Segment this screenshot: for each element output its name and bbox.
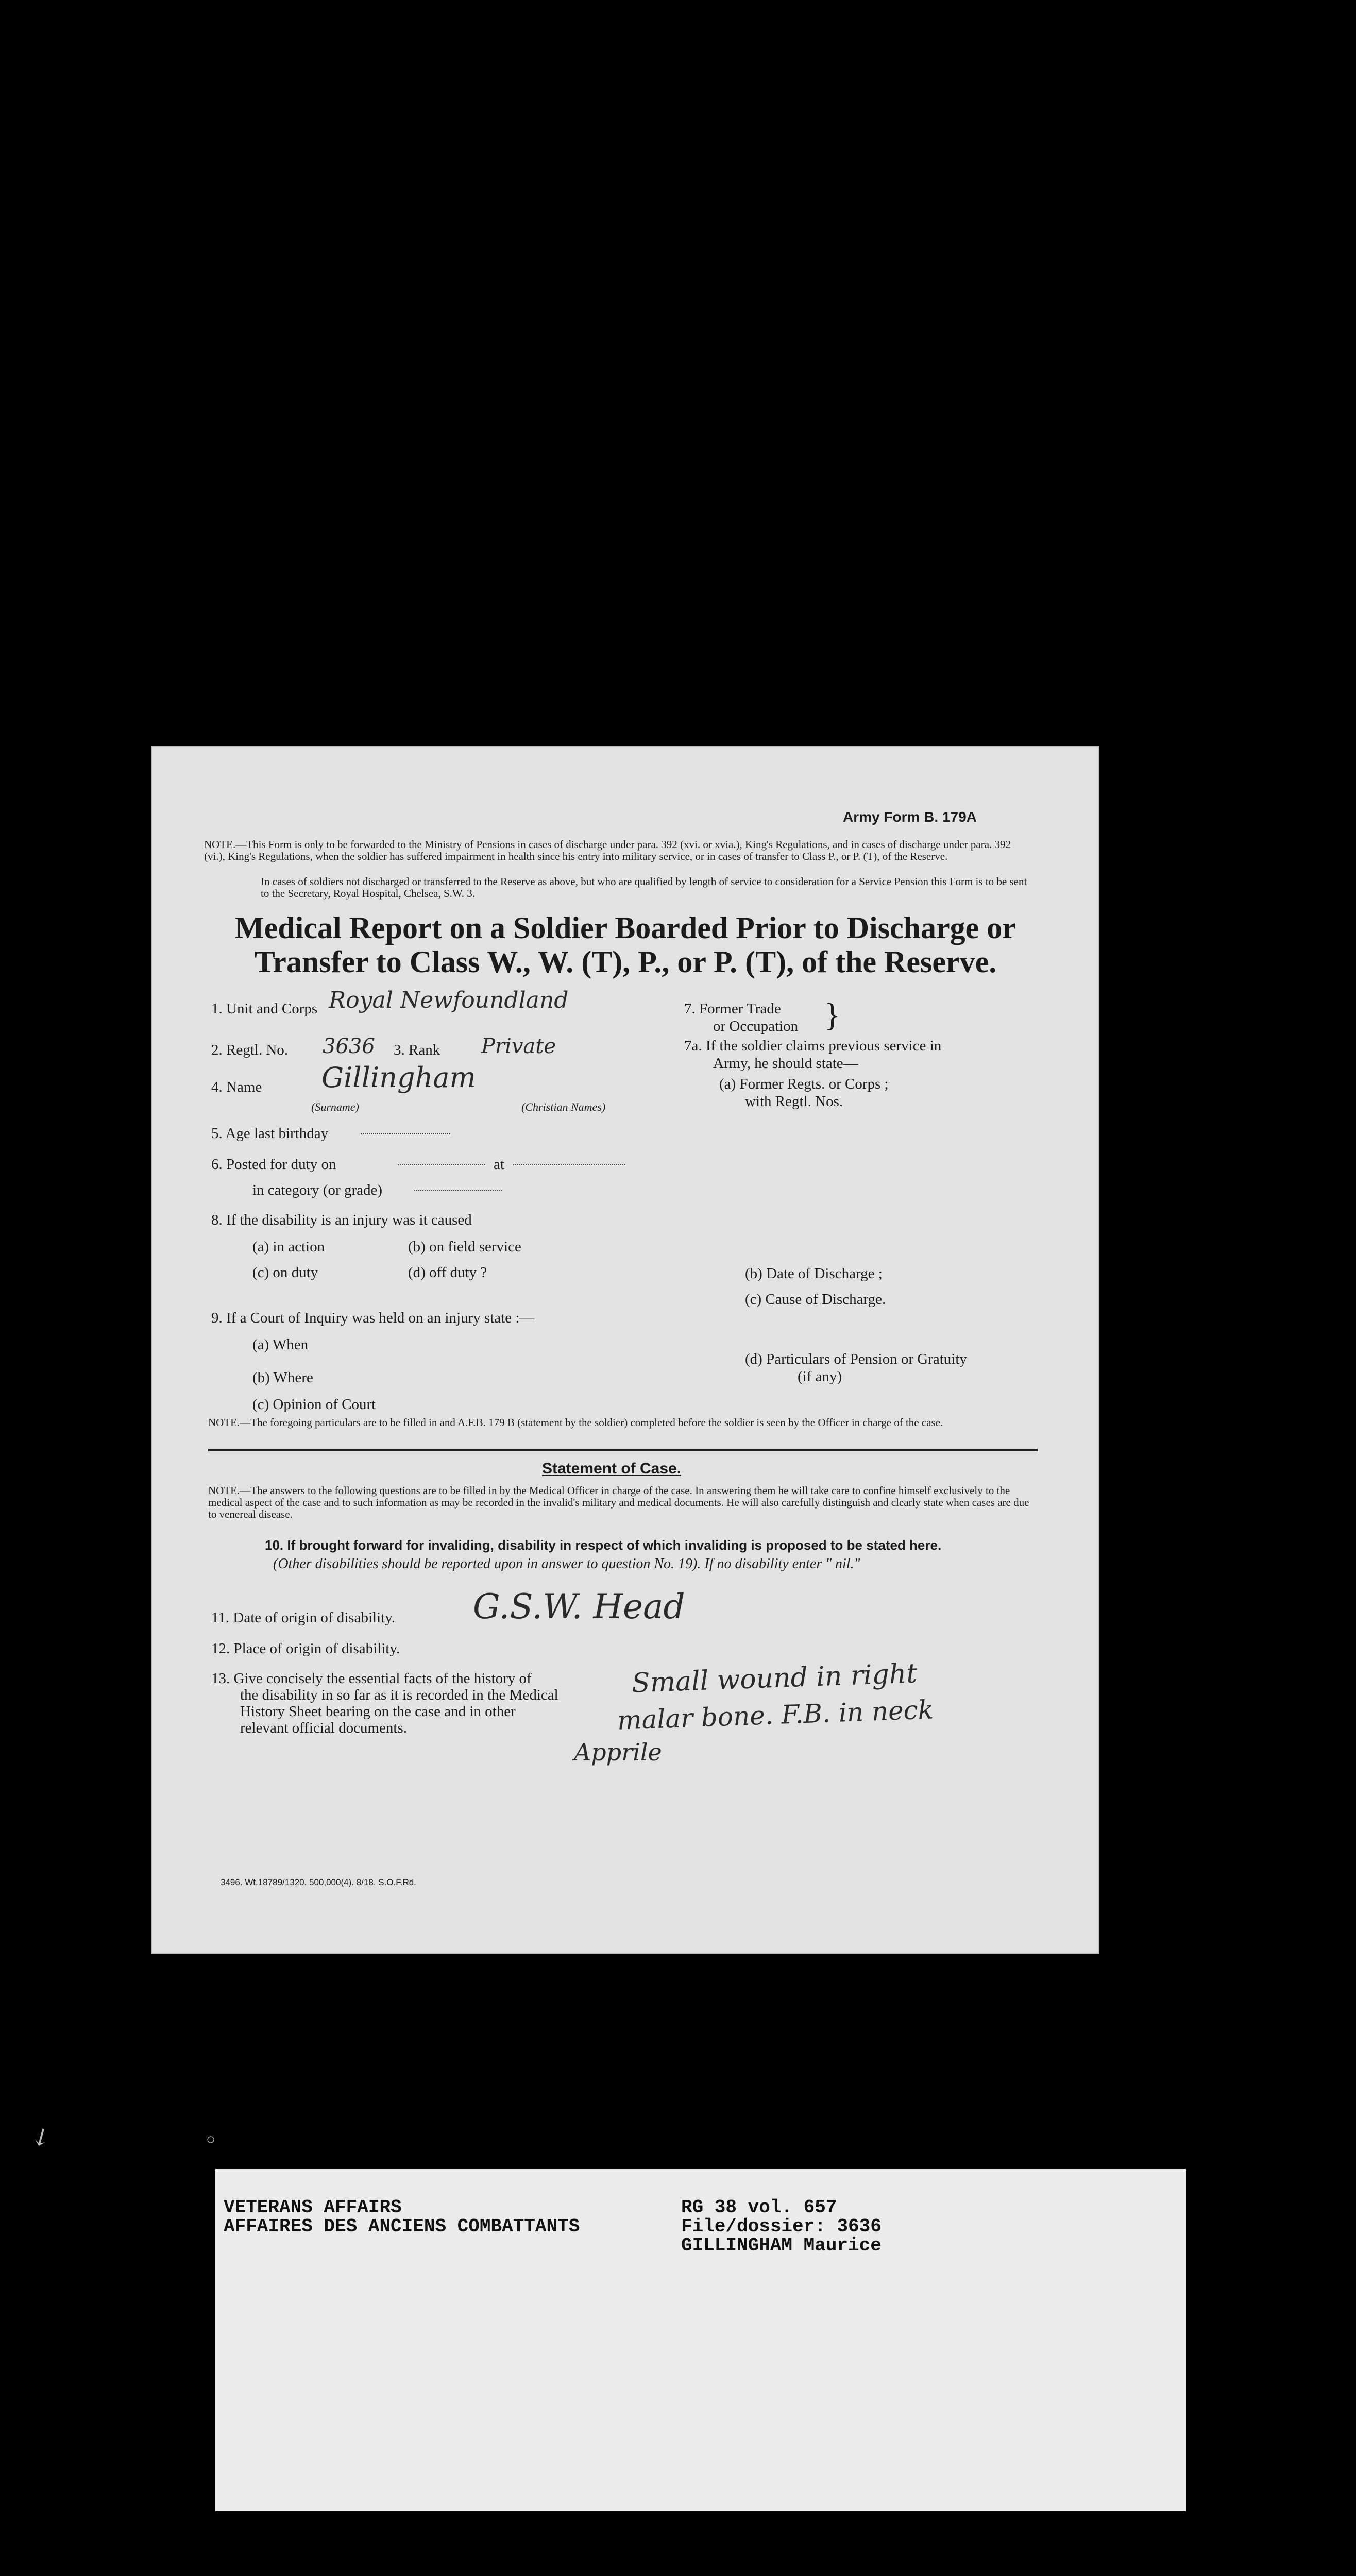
q9-label: 9. If a Court of Inquiry was held on an injury state :—: [211, 1310, 535, 1326]
q9-b: (b) Where: [252, 1369, 313, 1386]
q7a-d-2: (if any): [798, 1368, 842, 1385]
note-top: NOTE.—This Form is only to be forwarded to the Ministry of Pensions in cases of discharge under para. 392 (xvi. or xvia.), King's Regulations, and in cases of discharge under para. 392 (vi.), King's Regulations, when the soldier has suffered impairment in health since his entry into military service, or in cases of transfer to Class P., or P. (T), of the Reserve.: [204, 838, 1011, 862]
q13-label-3: History Sheet bearing on the case and in other: [240, 1703, 516, 1720]
q7-brace: }: [824, 996, 840, 1033]
label-record-group: RG 38 vol. 657: [681, 2197, 837, 2218]
q8-label: 8. If the disability is an injury was it caused: [211, 1212, 472, 1228]
note-middle: NOTE.—The foregoing particulars are to be filled in and A.F.B. 179 B (statement by the soldier) completed before the soldier is seen by the Officer in charge of the case.: [208, 1416, 943, 1429]
q11-label: 11. Date of origin of disability.: [211, 1609, 396, 1626]
q5-blank: [361, 1133, 450, 1134]
q6-category-blank: [414, 1190, 502, 1191]
form-number: Army Form B. 179A: [843, 809, 977, 825]
q9-c: (c) Opinion of Court: [252, 1396, 376, 1413]
archive-label: [215, 2169, 1186, 2511]
q7-label: 7. Former Trade: [684, 1001, 781, 1017]
scan-mark-arrow: ↙: [26, 2120, 56, 2154]
q4-answer: Gillingham: [321, 1061, 476, 1094]
label-department-fr: AFFAIRES DES ANCIENS COMBATTANTS: [224, 2216, 580, 2237]
note-top-2: In cases of soldiers not discharged or transferred to the Reserve as above, but who are qualified by length of service to consideration for a Service Pension this Form is to be sent to the Secretary, Royal Hospital, Chelsea, S.W. 3.: [261, 875, 1027, 900]
q2-answer: 3636: [323, 1035, 375, 1058]
note-statement: NOTE.—The answers to the following questions are to be filled in by the Medical Officer in charge of the case. In answering them he will take care to confine himself exclusively to the medical aspect of the case and to such information as may be recorded in the invalid's military and medical documents. He will also carefully distinguish and clearly state when cases are due to venereal disease.: [208, 1484, 1029, 1520]
q13-label-2: the disability in so far as it is recorded in the Medical: [240, 1687, 558, 1703]
q7a-label: 7a. If the soldier claims previous service in: [684, 1038, 942, 1054]
q13-label: 13. Give concisely the essential facts of the history of: [211, 1670, 532, 1687]
q7a-b: (b) Date of Discharge ;: [745, 1265, 883, 1282]
q6-date-blank: [398, 1164, 485, 1165]
q1-label: 1. Unit and Corps: [211, 1001, 318, 1017]
q8-a: (a) in action: [252, 1239, 325, 1255]
label-file-number: File/dossier: 3636: [681, 2216, 882, 2237]
q4-label: 4. Name: [211, 1079, 262, 1095]
christian-names-caption: (Christian Names): [521, 1100, 606, 1113]
q13-answer-line-1: Small wound in right: [631, 1658, 918, 1699]
scan-mark-circle: ○: [206, 2131, 216, 2148]
q3-answer: Private: [481, 1035, 556, 1058]
form-title-line-2: Transfer to Class W., W. (T), P., or P. (T), of the Reserve.: [254, 945, 997, 979]
q8-b: (b) on field service: [408, 1239, 521, 1255]
medical-report-form: [151, 746, 1099, 1954]
label-soldier-name: GILLINGHAM Maurice: [681, 2235, 882, 2256]
q6-label: 6. Posted for duty on: [211, 1156, 336, 1173]
q6-at-label: at: [494, 1156, 504, 1173]
surname-caption: (Surname): [311, 1100, 359, 1113]
q12-label: 12. Place of origin of disability.: [211, 1640, 400, 1657]
q6-category-label: in category (or grade): [252, 1182, 383, 1198]
q11-answer: G.S.W. Head: [473, 1587, 685, 1626]
section-divider: [208, 1449, 1038, 1451]
q5-label: 5. Age last birthday: [211, 1125, 329, 1142]
q8-c: (c) on duty: [252, 1264, 318, 1281]
form-title-line-1: Medical Report on a Soldier Boarded Prior to Discharge or: [235, 911, 1016, 945]
q7a-a: (a) Former Regts. or Corps ;: [719, 1076, 889, 1092]
label-department-en: VETERANS AFFAIRS: [224, 2197, 402, 2218]
q10-sub: (Other disabilities should be reported upon in answer to question No. 19). If no disability enter " nil.": [273, 1556, 860, 1572]
q2-label: 2. Regtl. No.: [211, 1042, 289, 1058]
q8-d: (d) off duty ?: [408, 1264, 487, 1281]
q13-answer-line-3: Apprile: [574, 1738, 662, 1766]
q1-answer: Royal Newfoundland: [329, 987, 569, 1013]
q13-answer-line-2: malar bone. F.B. in neck: [617, 1694, 934, 1736]
q7a-d: (d) Particulars of Pension or Gratuity: [745, 1351, 967, 1367]
q7a-a-2: with Regtl. Nos.: [745, 1093, 843, 1110]
statement-heading: Statement of Case.: [542, 1460, 682, 1477]
q7a-c: (c) Cause of Discharge.: [745, 1291, 886, 1308]
q13-label-4: relevant official documents.: [240, 1720, 407, 1736]
q10-label: 10. If brought forward for invaliding, disability in respect of which invaliding is proposed to be stated here.: [265, 1537, 942, 1553]
q9-a: (a) When: [252, 1336, 309, 1353]
q6-place-blank: [513, 1164, 625, 1165]
printer-imprint: 3496. Wt.18789/1320. 500,000(4). 8/18. S.O.F.Rd.: [221, 1877, 416, 1887]
q7a-label-2: Army, he should state—: [713, 1055, 858, 1072]
q7-label-2: or Occupation: [713, 1018, 799, 1035]
q3-label: 3. Rank: [394, 1042, 440, 1058]
